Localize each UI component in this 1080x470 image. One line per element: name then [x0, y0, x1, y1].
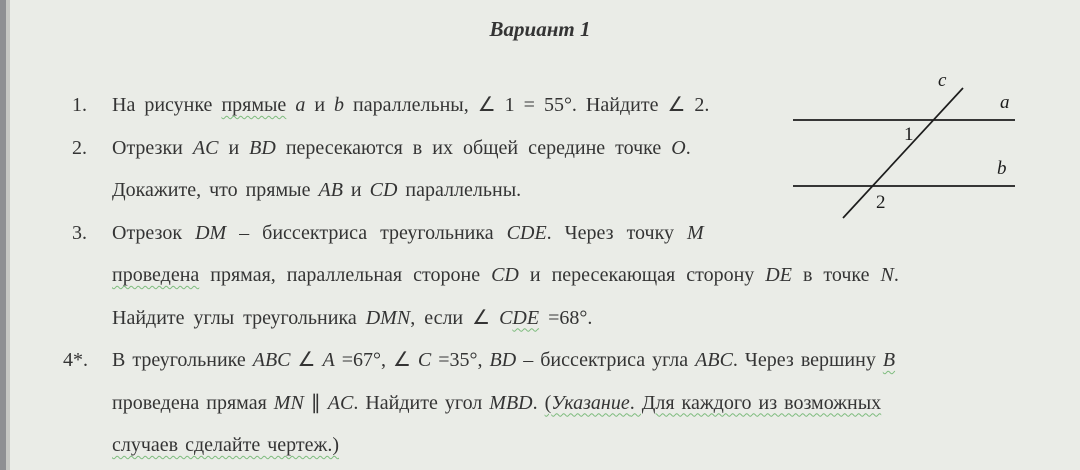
- text-segment: DM: [195, 221, 227, 244]
- text-segment: A: [322, 349, 335, 371]
- text-segment: C: [417, 349, 432, 371]
- text-line: [112, 424, 1080, 467]
- text-segment: b: [334, 94, 345, 116]
- text-segment: MBD: [489, 391, 533, 414]
- text-segment: (: [544, 391, 552, 414]
- text-segment: , если ∠: [410, 306, 500, 329]
- text-segment: . Для каждого из возможных: [629, 391, 882, 414]
- text-segment: a: [295, 94, 306, 116]
- text-segment: .: [685, 136, 691, 159]
- label-line-b: b: [997, 158, 1007, 179]
- text-segment: ∠: [290, 349, 323, 371]
- problem-4: [0, 339, 1080, 467]
- text-segment: в точке: [791, 264, 881, 286]
- text-segment: .: [532, 391, 545, 414]
- geometry-diagram: [788, 68, 1080, 230]
- text-segment: CDE: [506, 221, 547, 244]
- text-segment: O: [671, 136, 686, 159]
- problem-marker: 4*.: [63, 349, 88, 371]
- text-segment: MN: [273, 391, 304, 414]
- text-segment: случаев сделайте чертеж.): [112, 434, 339, 456]
- text-segment: Отрезок: [112, 221, 196, 244]
- problem-marker: 2.: [72, 136, 87, 159]
- text-segment: и: [218, 136, 250, 159]
- text-segment: AC: [327, 391, 354, 414]
- problem-marker: 3.: [72, 221, 87, 244]
- text-segment: – биссектриса треугольника: [226, 221, 507, 244]
- text-line: [112, 297, 1080, 340]
- text-line: [112, 339, 1080, 382]
- text-segment: =68°.: [539, 306, 593, 329]
- text-segment: CD: [369, 179, 398, 201]
- text-segment: . Найдите угол: [353, 391, 490, 414]
- text-segment: AB: [318, 179, 343, 201]
- text-segment: C: [499, 306, 513, 329]
- text-line: [112, 254, 1080, 297]
- text-segment: проведена: [112, 264, 200, 286]
- text-segment: AC: [192, 136, 219, 159]
- text-segment: DE: [765, 264, 792, 286]
- text-segment: ∥: [303, 391, 328, 414]
- text-segment: Отрезки: [112, 136, 193, 159]
- text-segment: прямые: [221, 94, 287, 116]
- problem-marker: 1.: [72, 94, 87, 116]
- text-segment: Найдите углы треугольника: [112, 306, 366, 329]
- text-segment: M: [687, 221, 704, 244]
- text-segment: параллельны.: [397, 179, 522, 201]
- page-title: Вариант 1: [489, 17, 591, 41]
- text-segment: проведена прямая: [112, 391, 274, 414]
- text-segment: прямая, параллельная стороне: [199, 264, 492, 286]
- label-angle-2: 2: [876, 192, 886, 213]
- text-segment: BD: [489, 349, 517, 371]
- text-segment: В треугольнике: [112, 349, 253, 371]
- label-line-c: c: [938, 70, 947, 91]
- text-segment: ABC: [252, 349, 291, 371]
- text-segment: – биссектриса угла: [516, 349, 696, 371]
- text-segment: N: [880, 264, 894, 286]
- text-segment: DMN: [365, 306, 411, 329]
- text-segment: параллельны, ∠ 1 = 55°. Найдите ∠ 2.: [344, 94, 710, 116]
- text-segment: BD: [249, 136, 276, 159]
- text-segment: .: [893, 264, 899, 286]
- text-line: [112, 382, 1080, 425]
- text-segment: B: [882, 349, 896, 371]
- text-segment: и: [305, 94, 335, 116]
- transversal-line-c: [843, 88, 963, 218]
- text-segment: Указание: [551, 391, 630, 414]
- text-segment: [286, 94, 295, 116]
- text-segment: ABC: [695, 349, 733, 371]
- text-segment: =67°, ∠: [334, 349, 418, 371]
- problem-3: [0, 212, 1080, 340]
- text-segment: и: [342, 179, 370, 201]
- label-line-a: a: [1000, 92, 1010, 113]
- text-segment: пересекаются в их общей середине точке: [275, 136, 672, 159]
- label-angle-1: 1: [904, 124, 914, 145]
- text-segment: . Через вершину: [732, 349, 883, 371]
- text-segment: DE: [512, 306, 540, 329]
- text-segment: Докажите, что прямые: [112, 179, 319, 201]
- text-segment: =35°,: [431, 349, 490, 371]
- text-segment: и пересекающая сторону: [518, 264, 766, 286]
- text-segment: На рисунке: [112, 94, 222, 116]
- text-segment: . Через точку: [546, 221, 688, 244]
- text-segment: CD: [491, 264, 519, 286]
